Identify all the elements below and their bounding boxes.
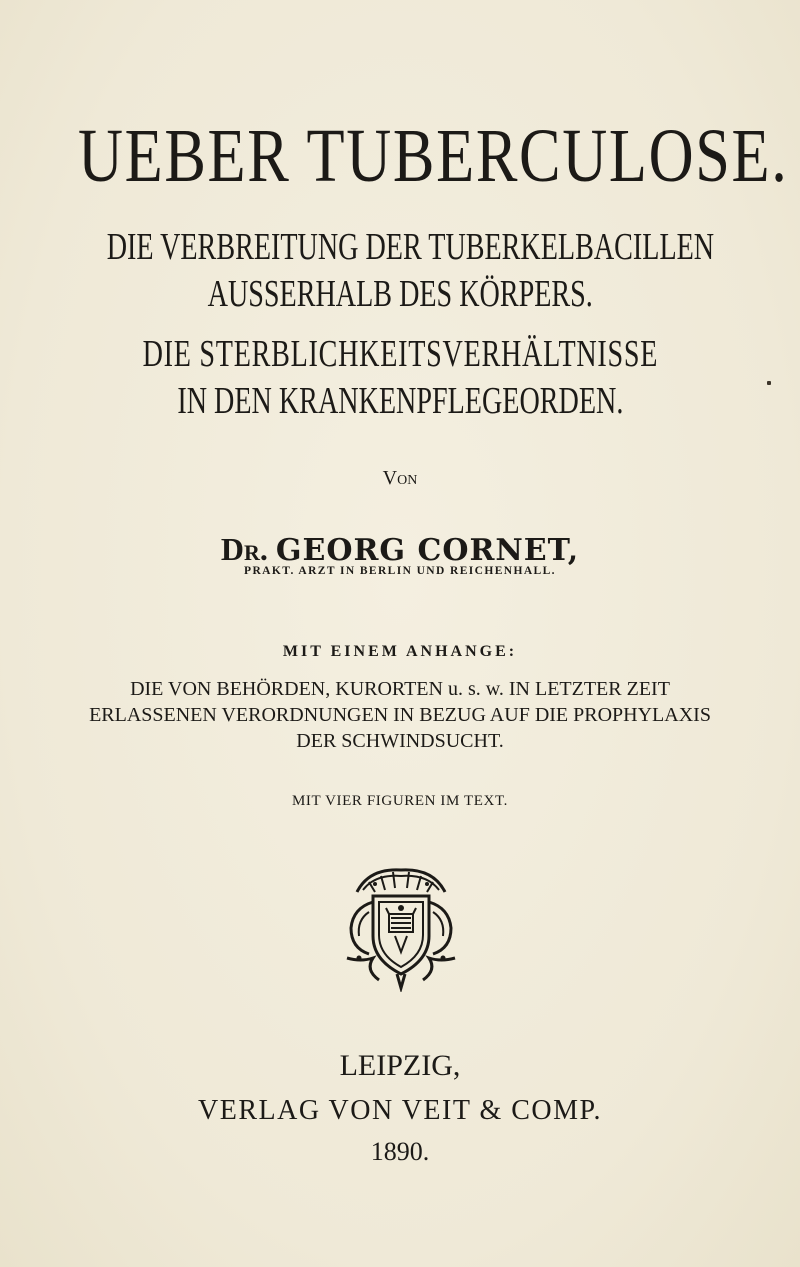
subtitle-line-1-text: DIE VERBREITUNG DER TUBERKELBACILLEN [106,226,715,268]
subtitle-line-4 [0,382,800,420]
appendix-heading: MIT EINEM ANHANGE: [282,643,518,660]
imprint-year: 1890. [370,1137,430,1166]
subtitle-line-3-text: DIE STERBLICHKEITSVERHÄLTNISSE [142,333,658,375]
paper-speck [767,381,771,385]
subtitle-line-3 [0,335,800,373]
main-title-text: UEBER TUBERCULOSE. [77,114,789,198]
figures-note: MIT VIER FIGUREN IM TEXT. [292,793,508,809]
author-prefix: Dr. [220,531,268,567]
subtitle-line-2 [0,275,800,313]
by-label: Von [382,467,418,489]
author-line [0,533,800,566]
appendix-line-2: ERLASSENEN VERORDNUNGEN IN BEZUG AUF DIE PROPHYLAXIS [89,704,711,726]
subtitle-line-4-text: IN DEN KRANKENPFLEGEORDEN. [176,380,623,422]
publisher-device-icon [339,862,463,992]
appendix-line-3: DER SCHWINDSUCHT. [296,730,504,752]
appendix-line-1: DIE VON BEHÖRDEN, KURORTEN u. s. w. IN LETZTER ZEIT [130,678,670,700]
subtitle-line-2-text: AUSSERHALB DES KÖRPERS. [207,273,593,315]
imprint-city: LEIPZIG, [339,1049,461,1082]
main-title [0,114,800,198]
imprint-publisher: VERLAG VON VEIT & COMP. [198,1095,602,1126]
subtitle-line-1 [0,228,800,266]
author-affiliation: PRAKT. ARZT IN BERLIN UND REICHENHALL. [244,565,556,577]
author-name: GEORG CORNET, [275,533,580,568]
